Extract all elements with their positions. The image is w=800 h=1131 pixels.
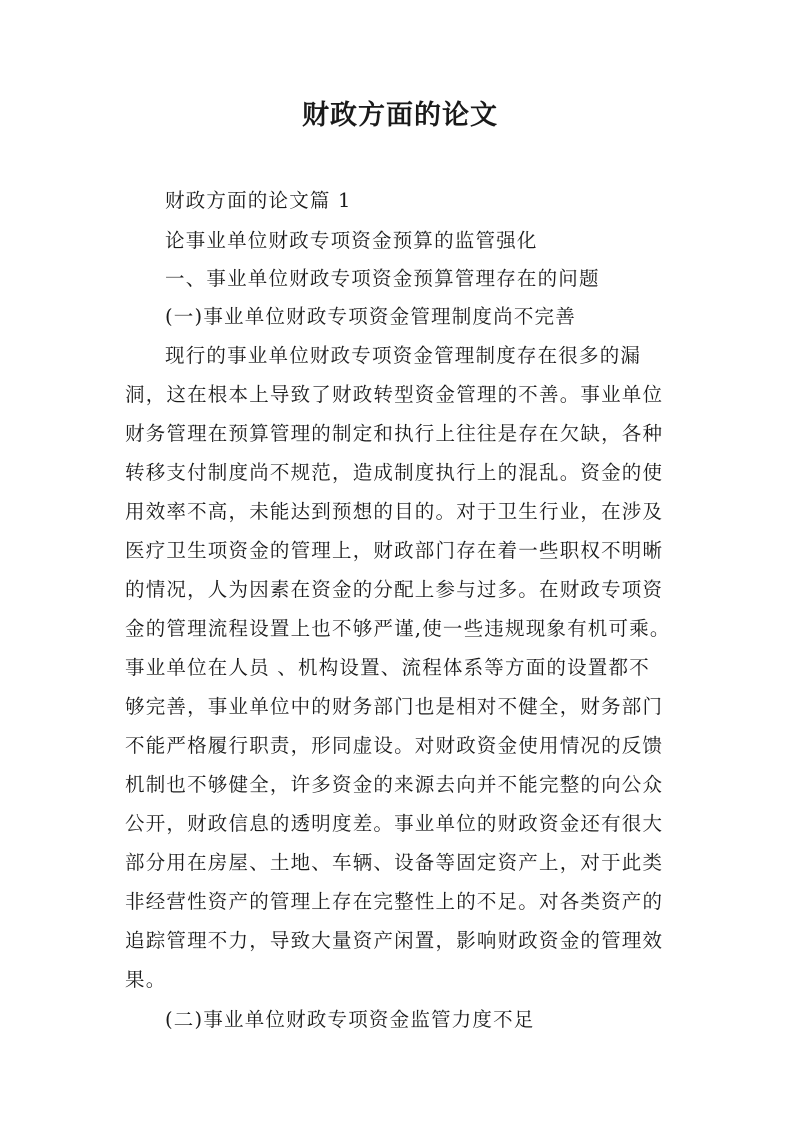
paragraph-line: 金的管理流程设置上也不够严谨,使一些违规现象有机可乘。 bbox=[125, 617, 671, 640]
paragraph-line: 事业单位在人员 、机构设置、流程体系等方面的设置都不 bbox=[125, 656, 650, 679]
paragraph-line: 非经营性资产的管理上存在完整性上的不足。对各类资产的 bbox=[125, 890, 664, 913]
document-title: 财政方面的论文 bbox=[302, 100, 498, 131]
paragraph-line: 现行的事业单位财政专项资金管理制度存在很多的漏 bbox=[165, 344, 642, 367]
paragraph-line: 部分用在房屋、土地、车辆、设备等固定资产上，对于此类 bbox=[125, 851, 664, 874]
paragraph-line: 转移支付制度尚不规范，造成制度执行上的混乱。资金的使 bbox=[125, 461, 664, 484]
paragraph-line: 用效率不高，未能达到预想的目的。对于卫生行业，在涉及 bbox=[125, 500, 664, 523]
paragraph-line: 追踪管理不力，导致大量资产闲置，影响财政资金的管理效 bbox=[125, 929, 664, 952]
part1-heading: 一、事业单位财政专项资金预算管理存在的问题 bbox=[165, 267, 600, 290]
paragraph-line: 医疗卫生项资金的管理上，财政部门存在着一些职权不明晰 bbox=[125, 539, 664, 562]
paragraph-line: 不能严格履行职责，形同虚设。对财政资金使用情况的反馈 bbox=[125, 734, 664, 757]
paragraph-line: 财务管理在预算管理的制定和执行上往往是存在欠缺，各种 bbox=[125, 422, 664, 445]
sub2-heading: (二)事业单位财政专项资金监管力度不足 bbox=[165, 1008, 535, 1031]
paragraph-line: 够完善，事业单位中的财务部门也是相对不健全，财务部门 bbox=[125, 695, 664, 718]
paragraph-line: 果。 bbox=[125, 968, 167, 991]
sub1-heading: (一)事业单位财政专项资金管理制度尚不完善 bbox=[165, 305, 576, 328]
paragraph-line: 机制也不够健全，许多资金的来源去向并不能完整的向公众 bbox=[125, 773, 664, 796]
paragraph-line: 洞，这在根本上导致了财政转型资金管理的不善。事业单位 bbox=[125, 383, 664, 406]
paragraph-line: 的情况，人为因素在资金的分配上参与过多。在财政专项资 bbox=[125, 578, 664, 601]
section-label: 财政方面的论文篇 1 bbox=[165, 189, 352, 212]
paragraph-line: 公开，财政信息的透明度差。事业单位的财政资金还有很大 bbox=[125, 812, 664, 835]
article-title: 论事业单位财政专项资金预算的监管强化 bbox=[165, 229, 538, 252]
